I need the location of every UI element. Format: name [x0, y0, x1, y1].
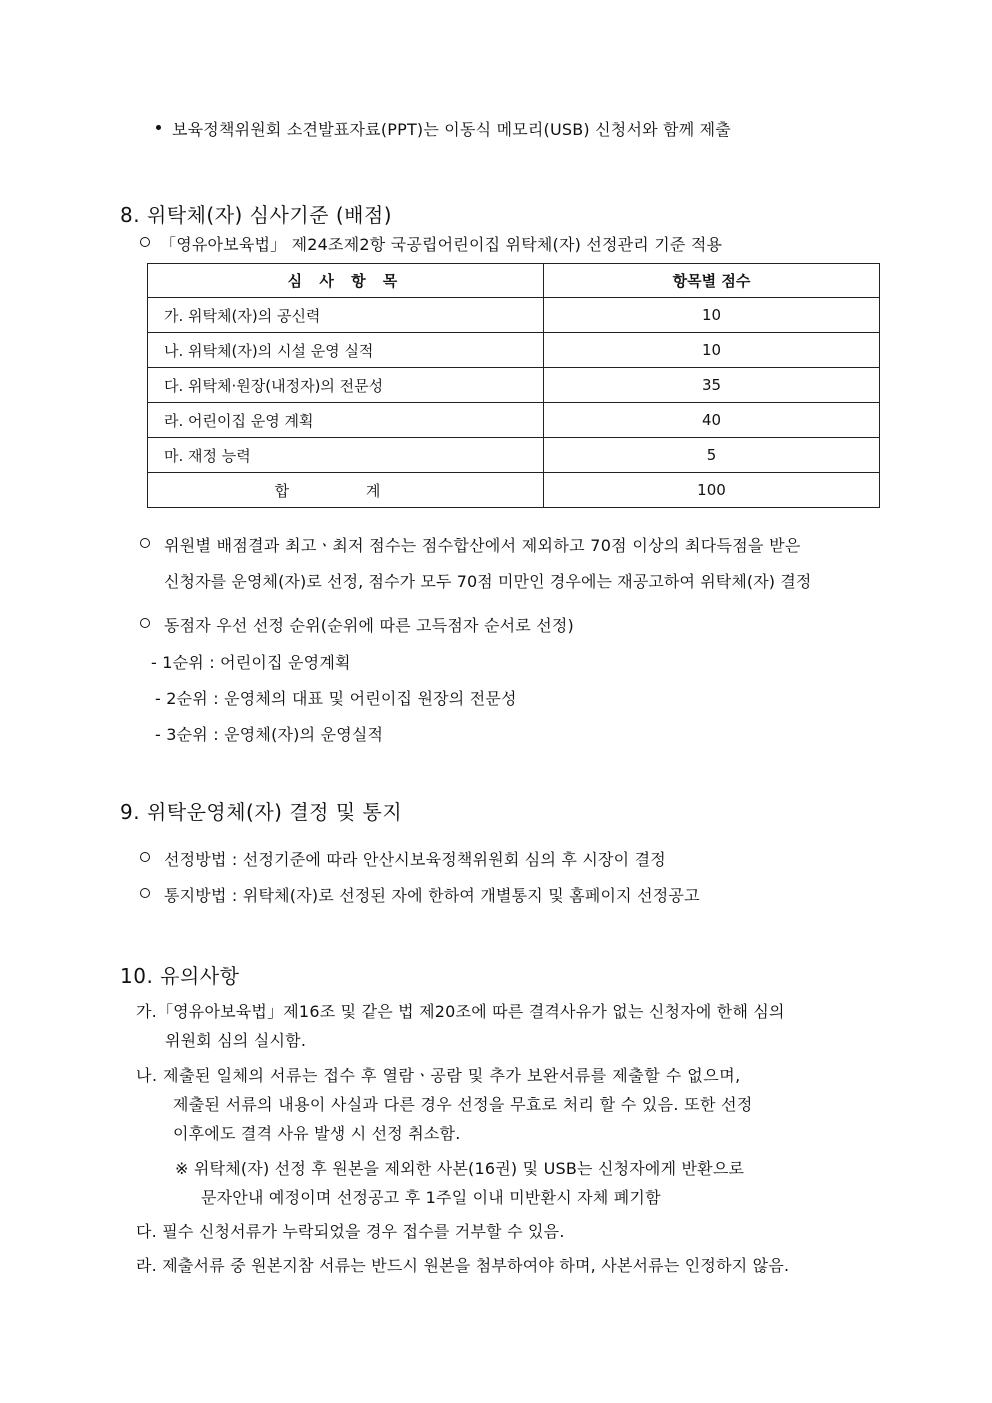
section-8-title: 8. 위탁체(자) 심사기준 (배점): [120, 203, 393, 227]
note-line-1: 위원별 배점결과 최고ㆍ최저 점수는 점수합산에서 제외하고 70점 이상의 최다득점을 받은: [164, 536, 801, 555]
score-table: [147, 263, 880, 508]
header-score: 항목별 점수: [544, 264, 880, 298]
note-ref-line-1: ※ 위탁체(자) 선정 후 원본을 제외한 사본(16권) 및 USB는 신청자에게 반환으로: [175, 1159, 745, 1178]
table-header-row: [148, 264, 880, 298]
row-score: 35: [544, 368, 880, 403]
table-row: [148, 298, 880, 333]
item-ra: 라. 제출서류 중 원본지참 서류는 반드시 원본을 첨부하여야 하며, 사본서류는 인정하지 않음.: [136, 1256, 790, 1275]
table-row: [148, 403, 880, 438]
item-ga-line-1: 가.「영유아보육법」제16조 및 같은 법 제20조에 따른 결격사유가 없는 신청자에 한해 심의: [136, 1002, 785, 1021]
sec9-item-1: 선정방법 : 선정기준에 따라 안산시보육정책위원회 심의 후 시장이 결정: [164, 850, 666, 869]
row-item: 나. 위탁체(자)의 시설 운영 실적: [148, 333, 544, 368]
bullet-text: 보육정책위원회 소견발표자료(PPT)는 이동식 메모리(USB) 신청서와 함께 제출: [172, 120, 731, 139]
row-score: 10: [544, 333, 880, 368]
row-item: 라. 어린이집 운영 계획: [148, 403, 544, 438]
row-score: 40: [544, 403, 880, 438]
circle-bullet-icon: [140, 888, 150, 898]
row-item: 가. 위탁체(자)의 공신력: [148, 298, 544, 333]
item-ga-line-2: 위원회 심의 실시함.: [165, 1031, 307, 1050]
table-row: [148, 438, 880, 473]
row-score: 10: [544, 298, 880, 333]
item-na-line-2: 제출된 서류의 내용이 사실과 다른 경우 선정을 무효로 처리 할 수 있음. 또한 선정: [173, 1095, 753, 1114]
note-ref-line-2: 문자안내 예정이며 선정공고 후 1주일 이내 미반환시 자체 폐기함: [201, 1188, 661, 1207]
table-row: [148, 333, 880, 368]
total-label: 합 계: [148, 473, 544, 508]
circle-bullet-icon: [140, 852, 150, 862]
circle-bullet-icon: [140, 618, 150, 628]
circle-bullet-icon: [140, 538, 150, 548]
circle-bullet-icon: [140, 237, 150, 247]
rank-2: - 2순위 : 운영체의 대표 및 어린이집 원장의 전문성: [155, 689, 517, 708]
row-item: 다. 위탁체·원장(내정자)의 전문성: [148, 368, 544, 403]
sec9-item-2: 통지방법 : 위탁체(자)로 선정된 자에 한하여 개별통지 및 홈페이지 선정공고: [164, 886, 700, 905]
rank-3: - 3순위 : 운영체(자)의 운영실적: [155, 725, 384, 744]
note-line-2: 신청자를 운영체(자)로 선정, 점수가 모두 70점 미만인 경우에는 재공고하여 위탁체(자) 결정: [164, 572, 812, 591]
section-9-title: 9. 위탁운영체(자) 결정 및 통지: [120, 800, 403, 824]
item-da: 다. 필수 신청서류가 누락되었을 경우 접수를 거부할 수 있음.: [136, 1222, 565, 1241]
table-total-row: [148, 473, 880, 508]
row-score: 5: [544, 438, 880, 473]
section-8-intro: 「영유아보육법」 제24조제2항 국공립어린이집 위탁체(자) 선정관리 기준 적용: [160, 235, 723, 254]
section-10-title: 10. 유의사항: [120, 964, 240, 988]
item-na-line-3: 이후에도 결격 사유 발생 시 선정 취소함.: [173, 1124, 461, 1143]
table-row: [148, 368, 880, 403]
item-na-line-1: 나. 제출된 일체의 서류는 접수 후 열람ㆍ공람 및 추가 보완서류를 제출할 수 없으며,: [136, 1066, 741, 1085]
bullet-dot: [156, 125, 161, 130]
tie-title: 동점자 우선 선정 순위(순위에 따른 고득점자 순서로 선정): [164, 616, 574, 635]
header-item: 심 사 항 목: [148, 264, 544, 298]
total-score: 100: [544, 473, 880, 508]
rank-1: - 1순위 : 어린이집 운영계획: [151, 653, 351, 672]
row-item: 마. 재정 능력: [148, 438, 544, 473]
